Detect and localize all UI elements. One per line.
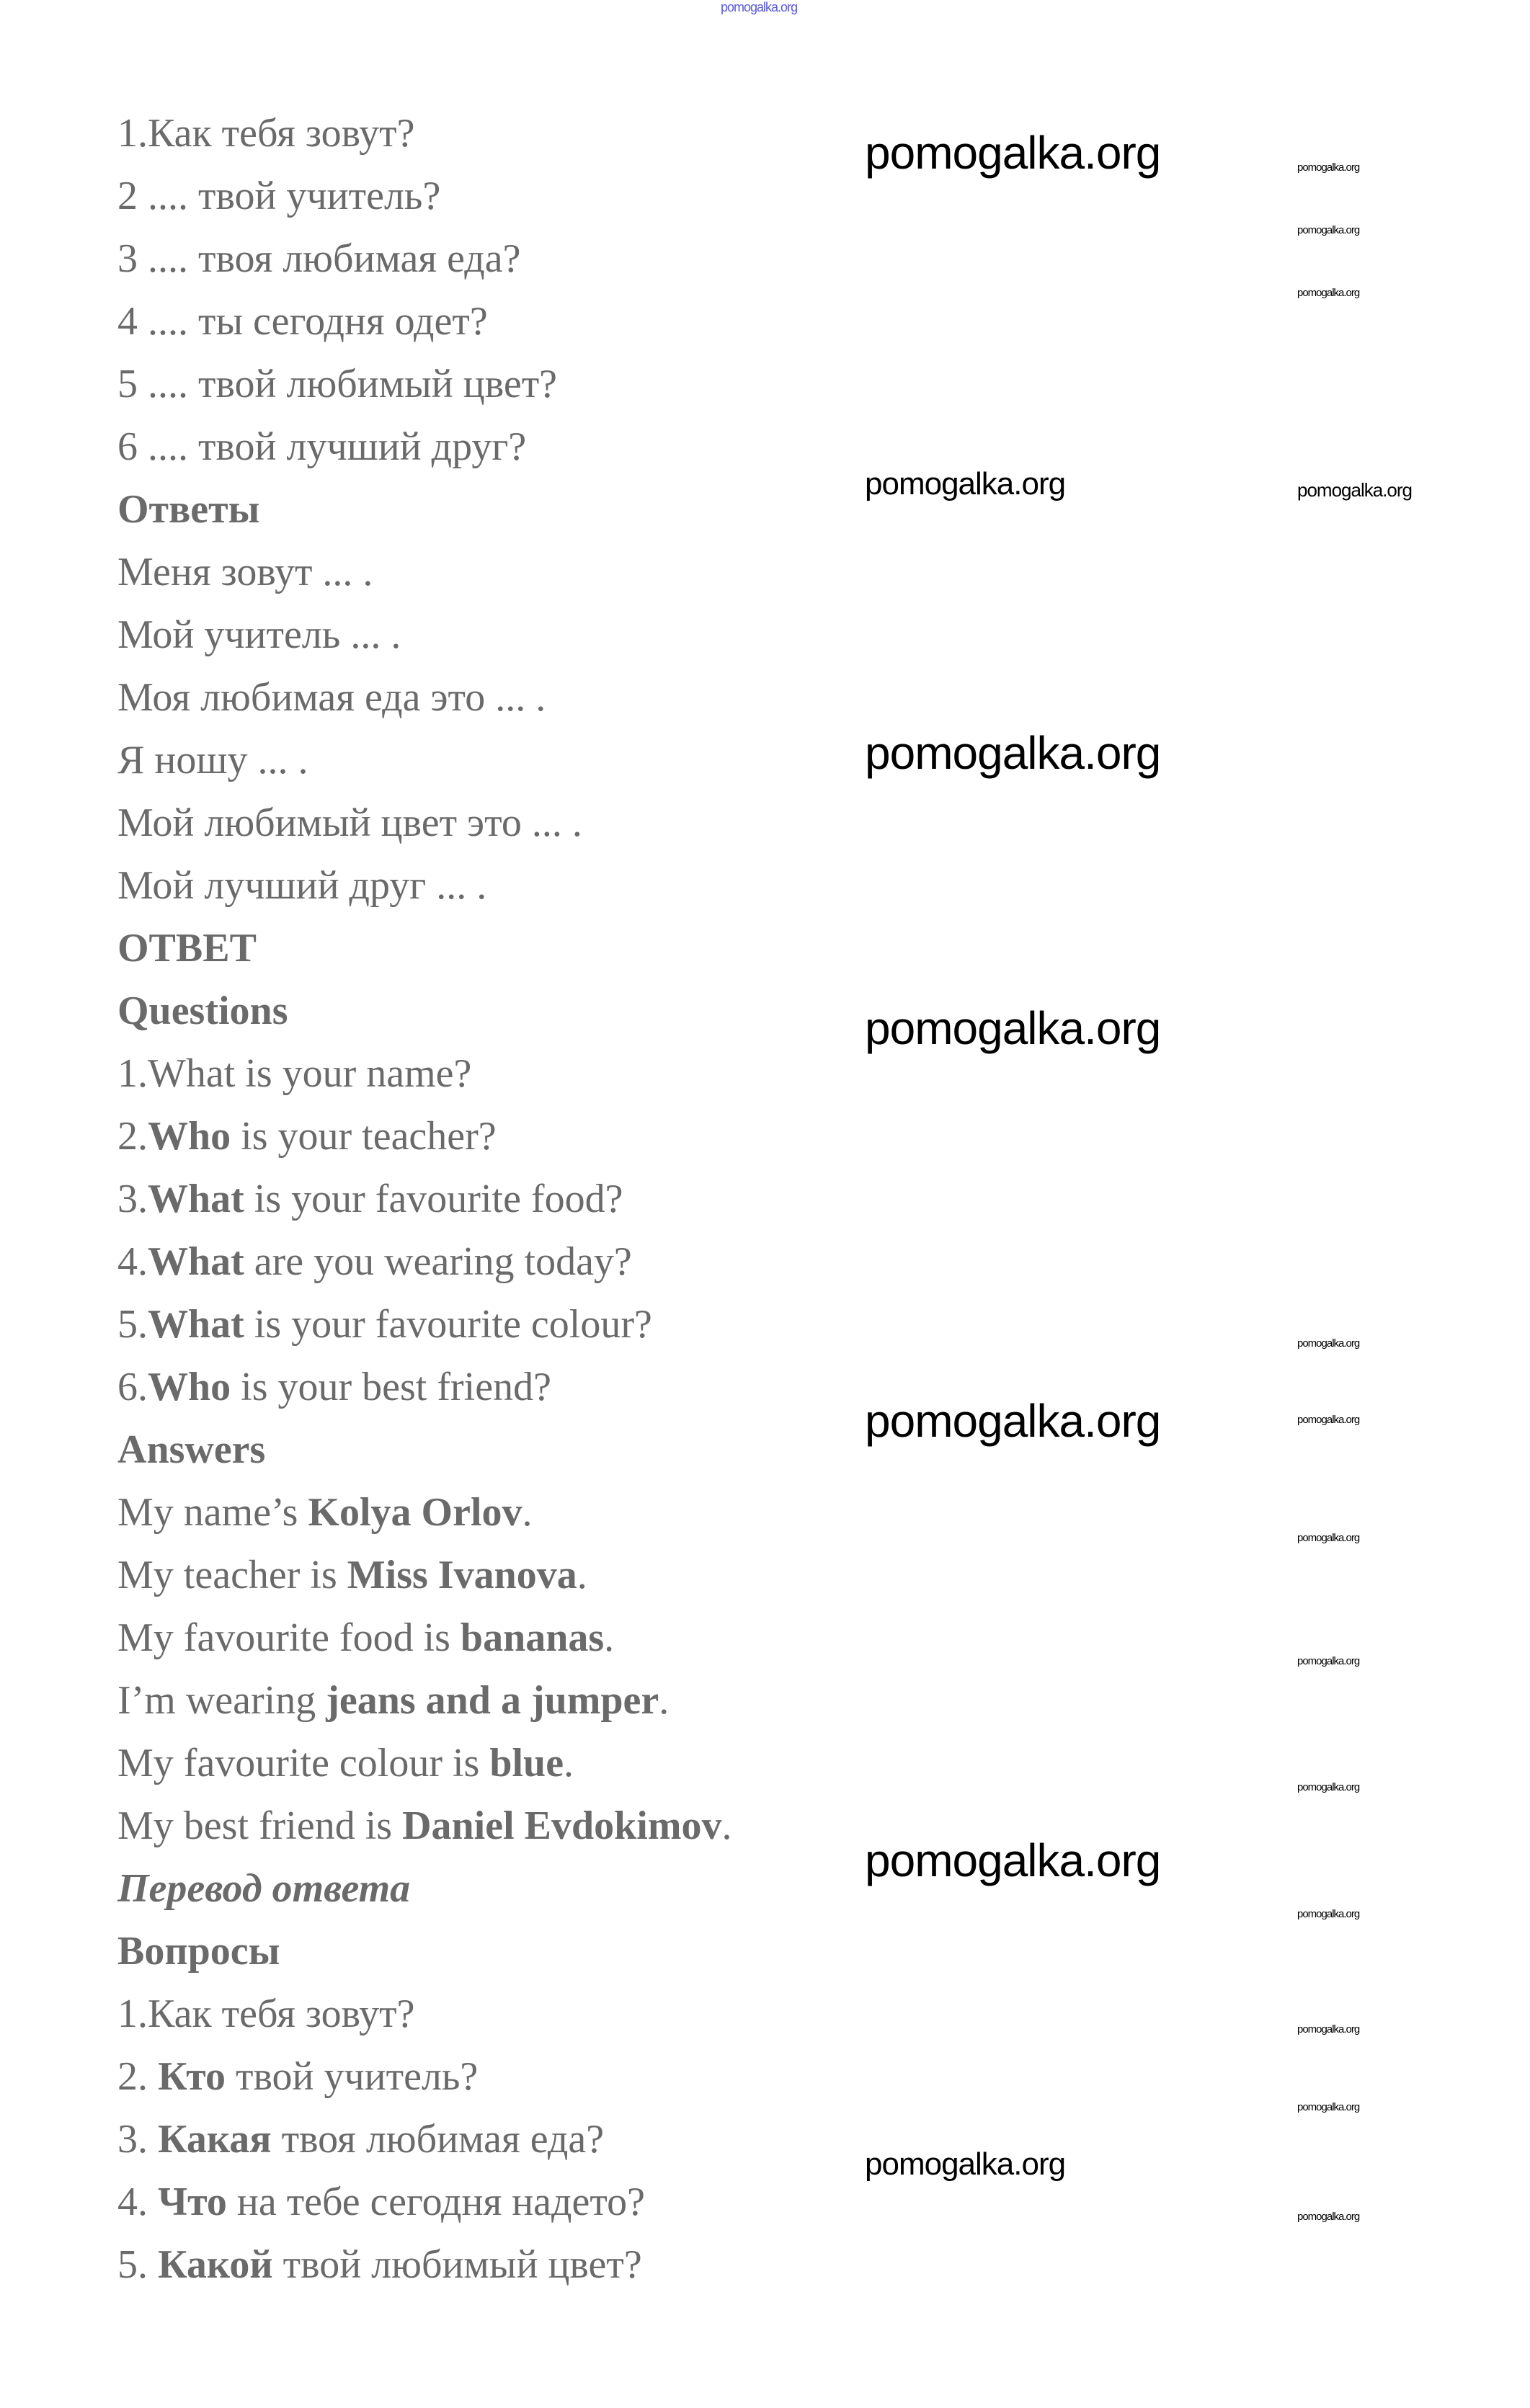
text-segment: Мой лучший друг ... . (117, 863, 487, 908)
text-segment: My name’s (117, 1490, 308, 1535)
text-segment: is your favourite colour? (244, 1302, 652, 1347)
text-line (117, 165, 731, 228)
text-line (117, 2234, 731, 2296)
text-segment: . (659, 1678, 670, 1723)
watermark: pomogalka.org (1297, 2023, 1360, 2035)
text-segment: Мой учитель ... . (117, 612, 401, 657)
bold-text: jeans and a jumper (326, 1678, 659, 1723)
text-line (117, 2171, 731, 2234)
bold-text: Who (148, 1365, 231, 1409)
text-line (117, 1544, 731, 1607)
bold-text: Answers (117, 1427, 266, 1472)
text-segment: is your best friend? (231, 1365, 551, 1409)
text-segment: are you wearing today? (244, 1239, 632, 1284)
text-line (117, 980, 731, 1043)
text-segment: is your favourite food? (244, 1177, 623, 1221)
text-segment: 1.Как тебя зовут? (117, 111, 415, 156)
bold-text: Ответы (117, 487, 260, 532)
text-segment: My favourite food is (117, 1615, 461, 1660)
watermark: pomogalka.org (1297, 1532, 1360, 1544)
text-line (117, 1920, 731, 1983)
watermark: pomogalka.org (1297, 2211, 1360, 2223)
text-segment: . (604, 1615, 615, 1660)
text-line (117, 1419, 731, 1481)
text-segment: 1.Как тебя зовут? (117, 1992, 415, 2036)
text-line (117, 1356, 731, 1419)
bold-text: Вопросы (117, 1929, 280, 1974)
text-segment: твоя любимая еда? (271, 2117, 605, 2162)
text-line (117, 1293, 731, 1356)
bold-text: What (148, 1239, 244, 1284)
text-segment: 6. (117, 1365, 148, 1409)
watermark: pomogalka.org (865, 2146, 1066, 2182)
watermark: pomogalka.org (865, 1395, 1161, 1447)
text-segment: Я ношу ... . (117, 738, 308, 782)
text-segment: 2. (117, 1114, 148, 1159)
text-segment: 4 .... ты сегодня одет? (117, 299, 488, 344)
text-segment: твой учитель? (225, 2054, 479, 2099)
text-segment: 1.What is your name? (117, 1051, 472, 1096)
bold-text: Daniel Evdokimov (402, 1803, 722, 1848)
text-line (117, 792, 731, 855)
text-segment: 2. (117, 2054, 158, 2099)
document-body (117, 102, 731, 2296)
bold-text: Какая (158, 2117, 272, 2162)
text-line (117, 290, 731, 353)
text-segment: 3. (117, 1177, 148, 1221)
watermark: pomogalka.org (1297, 1414, 1360, 1426)
text-line (117, 541, 731, 604)
text-segment: 4. (117, 1239, 148, 1284)
text-segment: My best friend is (117, 1803, 403, 1848)
text-segment: is your teacher? (231, 1114, 497, 1159)
text-segment: 5 .... твой любимый цвет? (117, 362, 558, 406)
text-line (117, 228, 731, 290)
text-line (117, 1858, 731, 1920)
text-line (117, 604, 731, 666)
watermark: pomogalka.org (1297, 1337, 1360, 1350)
watermark: pomogalka.org (1297, 1781, 1360, 1793)
text-segment: My teacher is (117, 1553, 347, 1597)
text-segment: My favourite colour is (117, 1741, 490, 1785)
text-segment: . (522, 1490, 533, 1535)
text-line (117, 855, 731, 917)
text-line (117, 729, 731, 792)
text-segment: Моя любимая еда это ... . (117, 675, 546, 720)
bold-text: Перевод ответа (117, 1866, 411, 1911)
text-line (117, 1043, 731, 1105)
text-line (117, 416, 731, 478)
watermark: pomogalka.org (865, 1834, 1161, 1886)
text-segment: I’m wearing (117, 1678, 326, 1723)
watermark: pomogalka.org (865, 1002, 1161, 1054)
text-segment: 4. (117, 2180, 158, 2224)
bold-text: Что (158, 2180, 227, 2224)
text-line (117, 1168, 731, 1231)
bold-text: What (148, 1302, 244, 1347)
bold-text: bananas (460, 1615, 605, 1660)
text-segment: . (577, 1553, 587, 1597)
text-line (117, 1481, 731, 1544)
bold-text: Kolya Orlov (308, 1490, 522, 1535)
text-line (117, 1795, 731, 1858)
bold-text: ОТВЕТ (117, 926, 257, 971)
bold-text: What (148, 1177, 244, 1221)
text-line (117, 1105, 731, 1168)
text-line (117, 917, 731, 980)
text-line (117, 2046, 731, 2108)
text-line (117, 102, 731, 165)
text-line (117, 2108, 731, 2171)
text-line (117, 1231, 731, 1293)
bold-text: blue (489, 1741, 564, 1785)
text-line (117, 1983, 731, 2046)
watermark: pomogalka.org (1297, 2101, 1360, 2113)
bold-text: Какой (158, 2242, 273, 2287)
text-line (117, 1669, 731, 1732)
watermark: pomogalka.org (1297, 161, 1360, 174)
watermark: pomogalka.org (865, 466, 1066, 501)
header-watermark: pomogalka.org (721, 0, 798, 14)
text-line (117, 353, 731, 416)
text-segment: Мой любимый цвет это ... . (117, 801, 582, 845)
bold-text: Questions (117, 989, 288, 1033)
bold-text: Who (148, 1114, 231, 1159)
text-line (117, 1732, 731, 1795)
watermark: pomogalka.org (865, 727, 1161, 779)
text-segment: 2 .... твой учитель? (117, 174, 441, 218)
bold-text: Miss Ivanova (347, 1553, 577, 1597)
text-segment: . (564, 1741, 574, 1785)
watermark: pomogalka.org (1297, 224, 1360, 236)
text-line (117, 478, 731, 541)
text-segment: 3 .... твоя любимая еда? (117, 236, 521, 281)
watermark: pomogalka.org (1297, 1655, 1360, 1667)
text-segment: 5. (117, 2242, 158, 2287)
watermark: pomogalka.org (1297, 1908, 1360, 1920)
text-line (117, 666, 731, 729)
text-segment: 5. (117, 1302, 148, 1347)
text-segment: . (721, 1803, 732, 1848)
text-line (117, 1607, 731, 1669)
text-segment: 6 .... твой лучший друг? (117, 424, 527, 469)
bold-text: Кто (158, 2054, 226, 2099)
text-segment: твой любимый цвет? (272, 2242, 642, 2287)
text-segment: на тебе сегодня надето? (226, 2180, 645, 2224)
watermark: pomogalka.org (1297, 479, 1412, 501)
watermark: pomogalka.org (1297, 287, 1360, 299)
text-segment: 3. (117, 2117, 158, 2162)
text-segment: Меня зовут ... . (117, 550, 373, 594)
watermark: pomogalka.org (865, 127, 1161, 179)
